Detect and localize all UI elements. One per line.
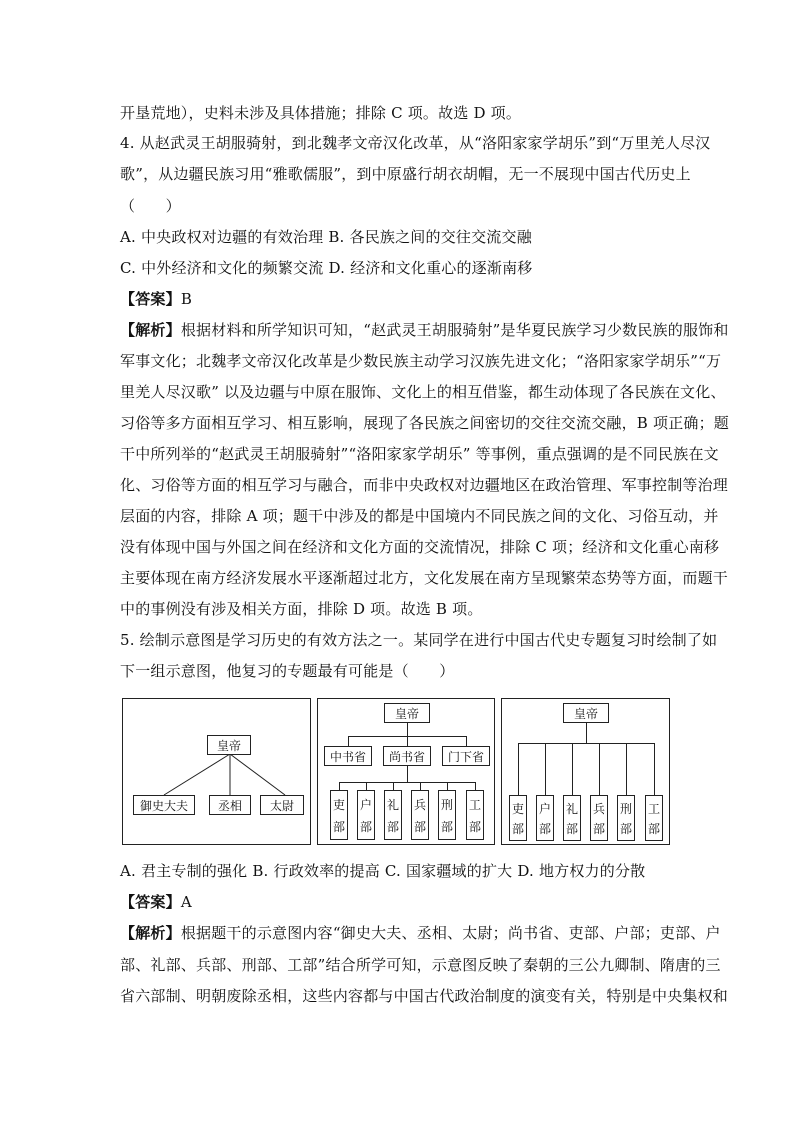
ministry-box: 工 部: [645, 795, 663, 841]
analysis-text: 主要体现在南方经济发展水平逐渐超过北方，文化发展在南方呈现繁荣态势等方面，而题干: [120, 569, 729, 587]
ministry-box: 兵 部: [590, 795, 608, 841]
analysis-tag: 【解析】: [120, 924, 181, 942]
emperor-box: 皇帝: [563, 703, 609, 723]
diagram-three-departments: [317, 698, 495, 845]
analysis-tag: 【解析】: [120, 321, 181, 339]
ministry-box: 刑 部: [617, 795, 635, 841]
diagram-six-ministries: [501, 698, 670, 845]
question-4-options: C. 中外经济和文化的频繁交流 D. 经济和文化重心的逐渐南移: [120, 259, 533, 277]
diagram-connectors: [123, 699, 312, 846]
question-5-options: A. 君主专制的强化 B. 行政效率的提高 C. 国家疆域的扩大 D. 地方权力的分散: [120, 862, 646, 880]
question-4-blank: （ ）: [120, 197, 181, 215]
analysis-text: 根据题干的示意图内容“御史大夫、丞相、太尉；尚书省、吏部、户部；吏部、户: [180, 924, 721, 942]
analysis-text: 没有体现中国与外国之间在经济和文化方面的交流情况，排除 C 项；经济和文化重心南移: [120, 538, 720, 556]
ministry-box: 礼 部: [384, 790, 402, 840]
analysis-text: 省六部制、明朝废除丞相，这些内容都与中国古代政治制度的演变有关，特别是中央集权和: [120, 987, 729, 1005]
question-4-answer: [120, 289, 192, 309]
ministry-box: 吏 部: [509, 795, 527, 841]
ministry-box: 吏 部: [330, 790, 348, 840]
ministry-box: 刑 部: [438, 790, 456, 840]
analysis-text: 部、礼部、兵部、刑部、工部”结合所学可知，示意图反映了秦朝的三公九卿制、隋唐的三: [120, 956, 721, 974]
question-4-stem: 4. 从赵武灵王胡服骑射，到北魏孝文帝汉化改革，从“洛阳家家学胡乐”到“万里羌人尽汉: [120, 134, 711, 152]
ministry-box: 工 部: [466, 790, 484, 840]
analysis-text: 军事文化；北魏孝文帝汉化改革是少数民族主动学习汉族先进文化；“洛阳家家学胡乐”“万: [120, 352, 722, 370]
chancellor-box: 丞相: [209, 795, 251, 815]
question-5-analysis: [120, 923, 721, 943]
answer-value: B: [180, 290, 193, 308]
question-5-stem: 下一组示意图，他复习的专题最有可能是（ ）: [120, 662, 455, 680]
zhongshu-box: 中书省: [324, 746, 372, 766]
emperor-box: 皇帝: [384, 703, 430, 723]
analysis-text: 层面的内容，排除 A 项；题干中涉及的都是中国境内不同民族之间的文化、习俗互动，并: [120, 507, 719, 525]
ministry-box: 兵 部: [411, 790, 429, 840]
ministry-box: 礼 部: [563, 795, 581, 841]
question-5-answer: [120, 892, 192, 912]
question-4-stem: 歌”，从边疆民族习用“雅歌儒服”，到中原盛行胡衣胡帽，无一不展现中国古代历史上: [120, 165, 691, 183]
analysis-text: 根据材料和所学知识可知，“赵武灵王胡服骑射”是华夏民族学习少数民族的服饰和: [180, 321, 729, 339]
analysis-text: 里羌人尽汉歌” 以及边疆与中原在服饰、文化上的相互借鉴，都生动体现了各民族在文化、: [120, 383, 726, 401]
analysis-text: 化、习俗等方面的相互学习与融合，而非中央政权对边疆地区在政治管理、军事控制等治理: [120, 476, 729, 494]
shangshu-box: 尚书省: [383, 746, 431, 766]
answer-tag: 【答案】: [120, 290, 181, 308]
question-4-options: A. 中央政权对边疆的有效治理 B. 各民族之间的交往交流交融: [120, 228, 532, 246]
analysis-text: 干中所列举的“赵武灵王胡服骑射”“洛阳家家学胡乐” 等事例，重点强调的是不同民族在文: [120, 445, 719, 463]
analysis-text: 习俗等多方面相互学习、相互影响，展现了各民族之间密切的交往交流交融，B 项正确；题: [120, 414, 729, 432]
analysis-text: 中的事例没有涉及相关方面，排除 D 项。故选 B 项。: [120, 600, 483, 618]
ministry-box: 户 部: [357, 790, 375, 840]
emperor-box: 皇帝: [207, 735, 251, 755]
menxia-box: 门下省: [442, 746, 490, 766]
ministry-box: 户 部: [536, 795, 554, 841]
text-line: 开垦荒地），史料未涉及具体措施；排除 C 项。故选 D 项。: [120, 104, 522, 122]
censor-box: 御史大夫: [133, 795, 195, 815]
commandant-box: 太尉: [260, 795, 304, 815]
question-5-stem: 5. 绘制示意图是学习历史的有效方法之一。某同学在进行中国古代史专题复习时绘制了如: [120, 631, 718, 649]
answer-value: A: [180, 893, 192, 911]
question-4-analysis: [120, 320, 729, 340]
answer-tag: 【答案】: [120, 893, 181, 911]
diagram-san-gong: [122, 698, 311, 845]
